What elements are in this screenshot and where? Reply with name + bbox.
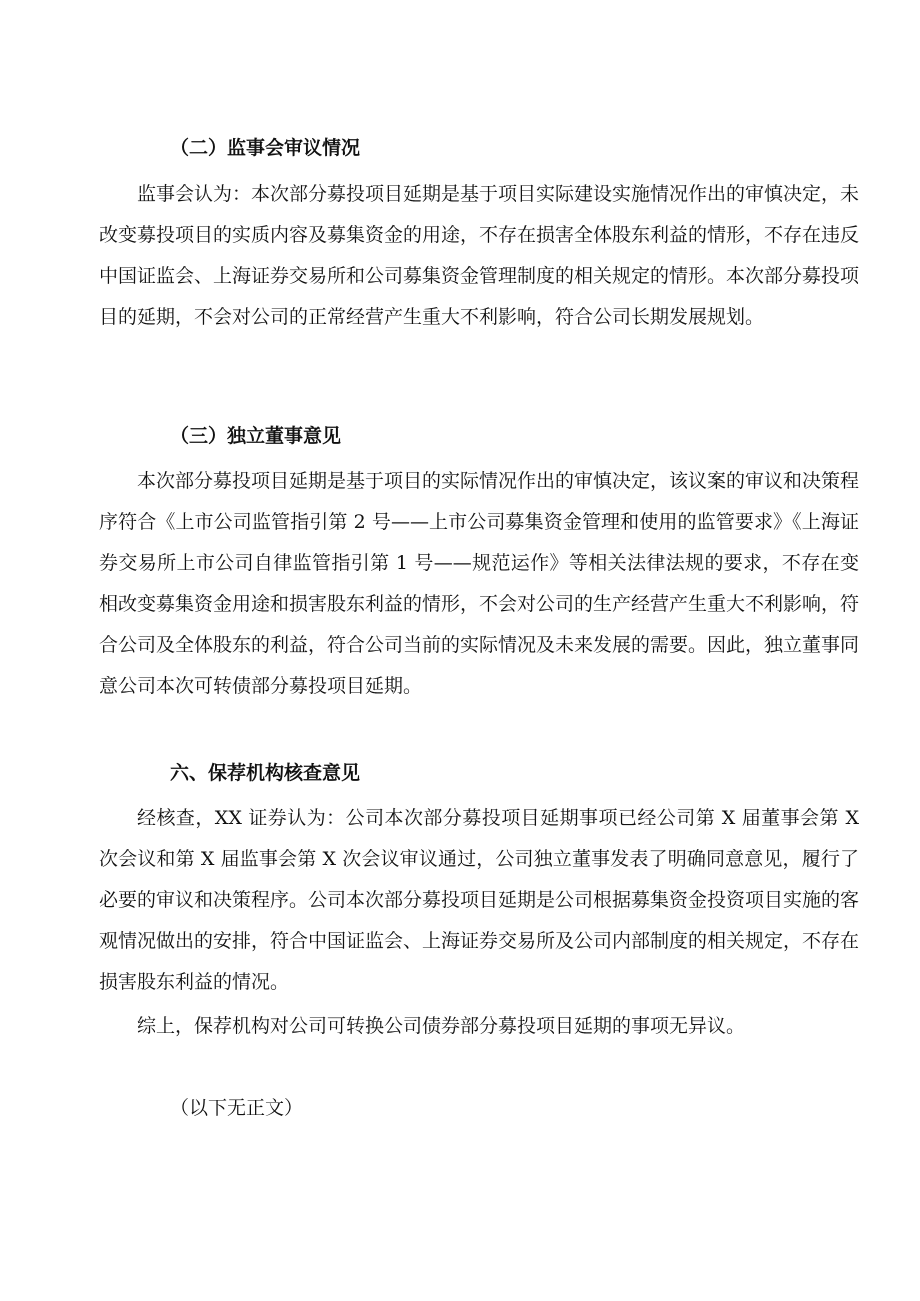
independent-directors-paragraph: 本次部分募投项目延期是基于项目的实际情况作出的审慎决定，该议案的审议和决策程序符合《上市公司监管指引第 2 号——上市公司募集资金管理和使用的监管要求》《上海证券交易所上市公司自律监管指引第 1 号——规范运作》等相关法律法规的要求，不存在变相改变募集资金用途和损害股东利益的情形，不会对公司的生产经营产生重大不利影响，符合公司及全体股东的利益，符合公司当前的实际情况及未来发展的需要。因此，独立董事同意公司本次可转债部分募投项目延期。: [99, 470, 860, 697]
supervisory-board-paragraph: 监事会认为：本次部分募投项目延期是基于项目实际建设实施情况作出的审慎决定，未改变募投项目的实质内容及募集资金的用途，不存在损害全体股东利益的情形，不存在违反中国证监会、上海证券交易所和公司募集资金管理制度的相关规定的情形。本次部分募投项目的延期，不会对公司的正常经营产生重大不利影响，符合公司长期发展规划。: [99, 183, 860, 328]
sponsor-conclusion-paragraph: 综上，保荐机构对公司可转换公司债券部分募投项目延期的事项无异议。: [137, 1015, 746, 1037]
end-of-text-note: （以下无正文）: [170, 1097, 304, 1119]
section-heading-supervisory-board: （二）监事会审议情况: [170, 137, 361, 159]
section-heading-sponsor-opinion: 六、保荐机构核查意见: [170, 762, 361, 784]
section-heading-independent-directors: （三）独立董事意见: [170, 425, 342, 447]
sponsor-opinion-paragraph: 经核查，XX 证券认为：公司本次部分募投项目延期事项已经公司第 X 届董事会第 X 次会议和第 X 届监事会第 X 次会议审议通过，公司独立董事发表了明确同意意见，履行了必要的审议和决策程序。公司本次部分募投项目延期是公司根据募集资金投资项目实施的客观情况做出的安排，符合中国证监会、上海证券交易所及公司内部制度的相关规定，不存在损害股东利益的情况。: [99, 807, 860, 993]
